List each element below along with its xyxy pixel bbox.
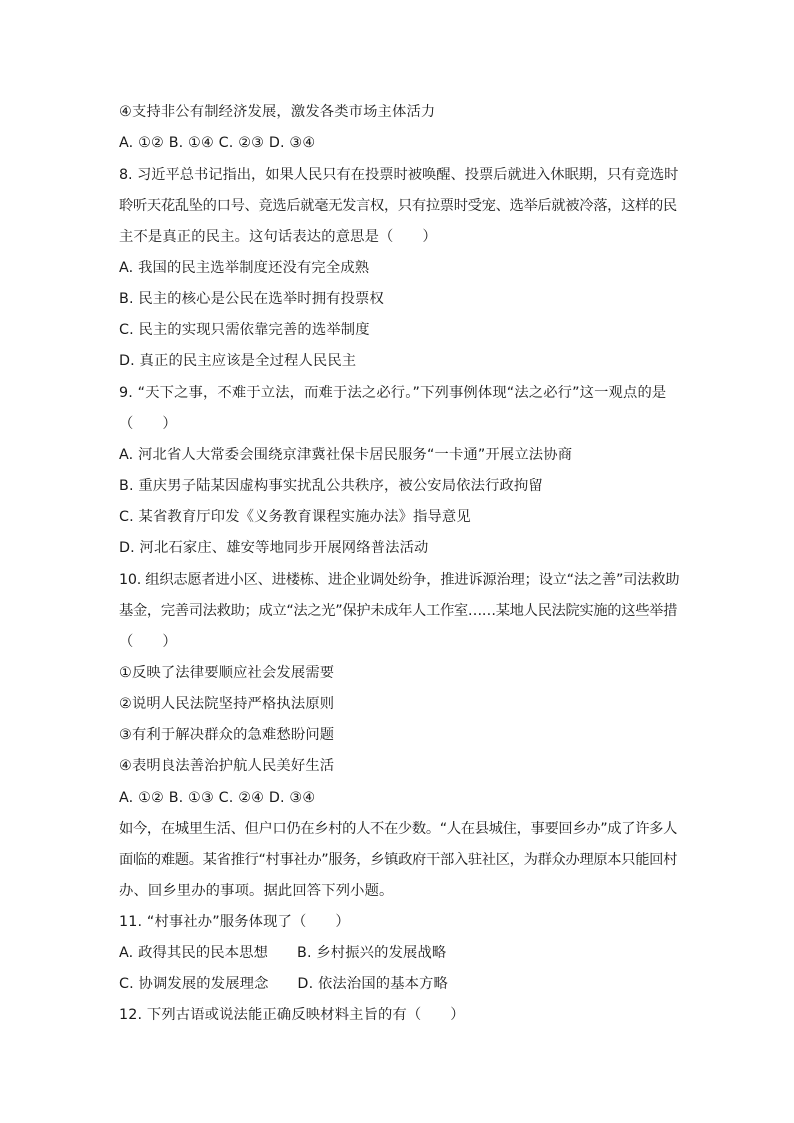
- q8-stem-line-3: 主不是真正的民主。这句话表达的意思是（ ）: [119, 229, 437, 245]
- q10-answer-choices: A. ①② B. ①③ C. ②④ D. ③④: [119, 790, 316, 806]
- q10-statement-4: ④表明良法善治护航人民美好生活: [119, 758, 335, 774]
- q9-option-d: D. 河北石家庄、雄安等地同步开展网络普法活动: [119, 540, 429, 556]
- q8-option-d: D. 真正的民主应该是全过程人民民主: [119, 353, 357, 369]
- q10-statement-1: ①反映了法律要顺应社会发展需要: [119, 665, 335, 681]
- q9-option-a: A. 河北省人大常委会围绕京津冀社保卡居民服务“一卡通”开展立法协商: [119, 447, 573, 463]
- q10-statement-3: ③有利于解决群众的急难愁盼问题: [119, 727, 335, 743]
- q11-options-ab: A. 政得其民的民本思想 B. 乡村振兴的发展战略: [119, 945, 447, 961]
- material-line-3: 办、回乡里办的事项。据此回答下列小题。: [119, 883, 394, 899]
- q8-option-c: C. 民主的实现只需依靠完善的选举制度: [119, 322, 370, 338]
- q9-stem-line-1: 9. “天下之事，不难于立法，而难于法之必行。”下列事例体现“法之必行”这一观点的是: [119, 385, 667, 401]
- q8-option-a: A. 我国的民主选举制度还没有完全成熟: [119, 260, 370, 276]
- q9-stem-line-2: （ ）: [119, 416, 177, 432]
- q8-stem-line-1: 8. 习近平总书记指出，如果人民只有在投票时被唤醒、投票后就进入休眠期，只有竞选时: [119, 167, 679, 183]
- q7-answer-choices: A. ①② B. ①④ C. ②③ D. ③④: [119, 135, 316, 151]
- q11-stem: 11. “村事社办”服务体现了（ ）: [119, 914, 350, 930]
- q9-option-b: B. 重庆男子陆某因虚构事实扰乱公共秩序，被公安局依法行政拘留: [119, 478, 543, 494]
- q9-option-c: C. 某省教育厅印发《义务教育课程实施办法》指导意见: [119, 509, 471, 525]
- q8-stem-line-2: 聆听天花乱坠的口号、竞选后就毫无发言权，只有拉票时受宠、选举后就被冷落，这样的民: [119, 198, 677, 214]
- material-line-2: 面临的难题。某省推行“村事社办”服务，乡镇政府干部入驻社区，为群众办理原本只能回村: [119, 852, 678, 868]
- q11-options-cd: C. 协调发展的发展理念 D. 依法治国的基本方略: [119, 976, 449, 992]
- q8-option-b: B. 民主的核心是公民在选举时拥有投票权: [119, 291, 384, 307]
- q10-stem-line-1: 10. 组织志愿者进小区、进楼栋、进企业调处纷争，推进诉源治理；设立“法之善”司法救助: [119, 572, 680, 588]
- q10-stem-line-3: （ ）: [119, 634, 177, 650]
- q12-stem: 12. 下列古语或说法能正确反映材料主旨的有（ ）: [119, 1007, 465, 1023]
- q10-stem-line-2: 基金，完善司法救助；成立“法之光”保护未成年人工作室……某地人民法院实施的这些举措: [119, 603, 678, 619]
- option-4-text: ④支持非公有制经济发展，激发各类市场主体活力: [119, 104, 436, 120]
- material-line-1: 如今，在城里生活、但户口仍在乡村的人不在少数。“人在县城住，事要回乡办”成了许多人: [119, 821, 678, 837]
- q10-statement-2: ②说明人民法院坚持严格执法原则: [119, 696, 335, 712]
